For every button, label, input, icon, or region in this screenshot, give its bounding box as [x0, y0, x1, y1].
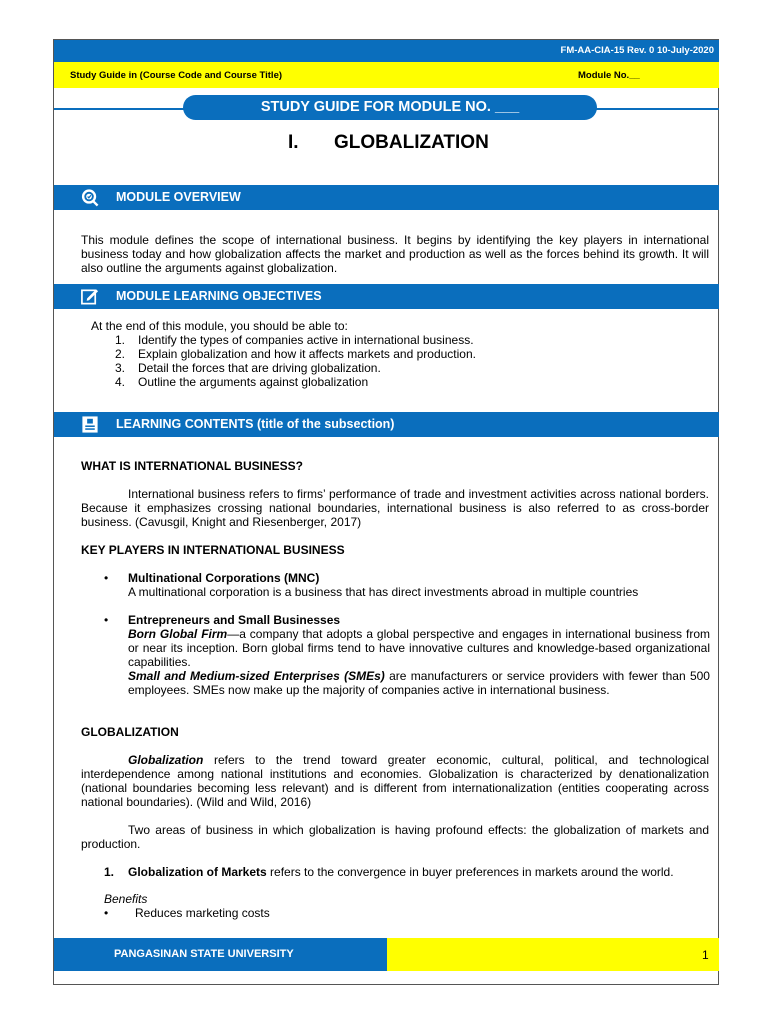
paragraph-ib-definition: International business refers to firms’ performance of trade and investment activities across national borders. Because it emphasizes crossing national boundaries, international business is also referred to as cross-border business. (Cavusgil, Knight and Riesenberger, 2017) — [81, 487, 709, 529]
mnc-title: Multinational Corporations (MNC) — [128, 571, 320, 585]
objective-text: Outline the arguments against globalization — [138, 375, 369, 389]
objective-number: 2. — [115, 347, 126, 361]
globalization-text: refers to the trend toward greater economic, cultural, political, and technological interdependence among national institutions and economies. Globalization is characterized by denationalization (national boundaries becoming less relevant) and is different from internationalization (entities cooperating across national boundaries). (Wild and Wild, 2016) — [81, 753, 709, 809]
sme-text: are manufacturers or service providers with fewer than 500 employees. SMEs now make up the majority of companies active in international business. — [128, 669, 710, 697]
objective-text: Explain globalization and how it affects markets and production. — [138, 347, 476, 361]
born-global-paragraph — [128, 627, 710, 669]
objectives-intro: At the end of this module, you should be able to: — [91, 319, 348, 333]
entrepreneurs-title: Entrepreneurs and Small Businesses — [128, 613, 341, 627]
magnifier-badge-icon — [80, 188, 100, 207]
section-label: LEARNING CONTENTS (title of the subsection) — [116, 417, 395, 431]
globalization-term: Globalization — [128, 753, 204, 767]
pencil-note-icon — [80, 287, 100, 306]
objective-number: 4. — [115, 375, 126, 389]
globalization-markets-text: refers to the convergence in buyer preferences in markets around the world. — [266, 865, 674, 879]
paragraph-globalization — [81, 753, 709, 809]
study-guide-course: Study Guide in (Course Code and Course Title) — [70, 70, 283, 81]
objective-number: 1. — [115, 333, 126, 347]
objective-text: Identify the types of companies active in international business. — [138, 333, 474, 347]
section-learning-contents — [54, 412, 719, 437]
overview-paragraph: This module defines the scope of international business. It begins by identifying the key players in international business today and how globalization affects the market and production as well as the forces behind its growth. It will also outline the arguments against globalization. — [81, 233, 709, 275]
globalization-markets-term: Globalization of Markets — [128, 865, 267, 879]
benefit-item: Reduces marketing costs — [135, 906, 270, 920]
objectives-list — [115, 333, 705, 389]
heading-key-players: KEY PLAYERS IN INTERNATIONAL BUSINESS — [81, 543, 345, 557]
sme-paragraph — [128, 669, 710, 697]
document-icon — [80, 415, 100, 434]
mnc-block — [128, 571, 710, 599]
globalization-markets-paragraph — [128, 865, 710, 879]
benefit-bullet: • — [104, 906, 109, 920]
section-module-overview — [54, 185, 719, 210]
globalization-markets-number: 1. — [104, 865, 115, 879]
paragraph-two-areas: Two areas of business in which globalization is having profound effects: the globalization of markets and production. — [81, 823, 709, 851]
module-number: Module No.__ — [578, 70, 640, 81]
form-code: FM-AA-CIA-15 Rev. 0 10-July-2020 — [560, 45, 714, 56]
heading-what-is-ib: WHAT IS INTERNATIONAL BUSINESS? — [81, 459, 303, 473]
university-name: PANGASINAN STATE UNIVERSITY — [114, 948, 294, 960]
module-title-number: I. — [288, 132, 299, 153]
benefits-label: Benefits — [104, 892, 148, 906]
objective-item — [115, 333, 705, 347]
section-learning-objectives — [54, 284, 719, 309]
sme-term: Small and Medium-sized Enterprises (SMEs) — [128, 669, 385, 683]
module-title-text: GLOBALIZATION — [334, 132, 489, 153]
born-global-text: —a company that adopts a global perspective and engages in international business from or near its inception. Born global firms tend to have innovative cultures and knowledge-based organizational capabilities. — [128, 627, 710, 669]
module-title — [288, 132, 489, 154]
objective-text: Detail the forces that are driving globalization. — [138, 361, 381, 375]
objective-number: 3. — [115, 361, 126, 375]
objective-item — [115, 361, 705, 375]
section-label: MODULE LEARNING OBJECTIVES — [116, 289, 322, 303]
study-guide-title: STUDY GUIDE FOR MODULE NO. ___ — [183, 95, 597, 120]
section-label: MODULE OVERVIEW — [116, 190, 241, 204]
mnc-text: A multinational corporation is a business that has direct investments abroad in multiple countries — [128, 585, 639, 599]
objective-item — [115, 375, 705, 389]
objective-item — [115, 347, 705, 361]
entrepreneurs-block — [128, 613, 710, 697]
footer-yellow-bar — [387, 938, 719, 971]
bullet-mnc: • — [104, 571, 109, 585]
born-global-term: Born Global Firm — [128, 627, 228, 641]
heading-globalization: GLOBALIZATION — [81, 725, 179, 739]
page-number: 1 — [702, 948, 709, 962]
bullet-entrepreneurs: • — [104, 613, 109, 627]
